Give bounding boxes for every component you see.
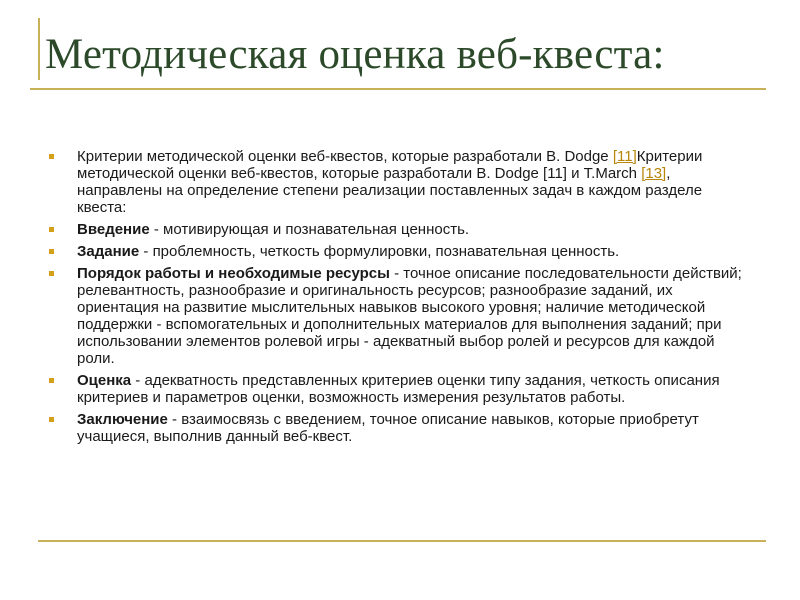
item-text: - взаимосвязь с введением, точное описание навыков, которые приобретут учащиеся, выполнив данный веб-квест. bbox=[77, 411, 699, 445]
bottom-rule bbox=[38, 540, 766, 542]
reference-link-13[interactable]: [13] bbox=[641, 165, 667, 182]
list-item-process-resources bbox=[45, 265, 755, 367]
square-bullet-icon bbox=[49, 249, 54, 254]
slide-title: Методическая оценка веб-квеста: bbox=[45, 31, 665, 78]
list-item-task bbox=[45, 243, 755, 260]
item-text: - адекватность представленных критериев оценки типу задания, четкость описания критериев и параметров оценки, возможность измерения результатов работы. bbox=[77, 372, 720, 406]
item-heading: Оценка bbox=[77, 372, 132, 389]
criteria-list bbox=[45, 148, 755, 450]
reference-link-11[interactable]: [11] bbox=[612, 148, 637, 165]
square-bullet-icon bbox=[49, 417, 54, 422]
square-bullet-icon bbox=[49, 154, 54, 159]
item-text: - мотивирующая и познавательная ценность. bbox=[149, 221, 470, 238]
list-item-conclusion bbox=[45, 411, 755, 445]
list-item-intro bbox=[45, 148, 755, 216]
item-heading: Порядок работы и необходимые ресурсы bbox=[77, 265, 390, 282]
list-item-evaluation bbox=[45, 372, 755, 406]
item-heading: Введение bbox=[77, 221, 150, 238]
title-vertical-rule bbox=[38, 18, 40, 80]
item-text: - точное описание последовательности действий; релевантность, разнообразие и оригинальность ресурсов; разнообразие заданий, их ориентация на развитие мыслительных навыков высокого уровня; наличие методической поддержки - вспомогательных и дополнительных материалов для выполнения заданий; при использовании элементов ролевой игры - адекватный выбор ролей и ресурсов для каждой роли. bbox=[77, 265, 742, 367]
square-bullet-icon bbox=[49, 271, 54, 276]
item-heading: Задание bbox=[77, 243, 140, 260]
list-item-introduction bbox=[45, 221, 755, 238]
intro-text-3: , направлены на определение степени реализации поставленных задач в каждом разделе квеста: bbox=[77, 165, 703, 216]
square-bullet-icon bbox=[49, 378, 54, 383]
title-underline-rule bbox=[30, 88, 766, 90]
item-text: - проблемность, четкость формулировки, познавательная ценность. bbox=[139, 243, 620, 260]
intro-text-1: Критерии методической оценки веб-квестов, которые разработали B. Dodge bbox=[77, 148, 613, 165]
intro-text-2: Критерии методической оценки веб-квестов, которые разработали B. Dodge [11] и T.March bbox=[77, 148, 703, 182]
square-bullet-icon bbox=[49, 227, 54, 232]
item-heading: Заключение bbox=[77, 411, 168, 428]
